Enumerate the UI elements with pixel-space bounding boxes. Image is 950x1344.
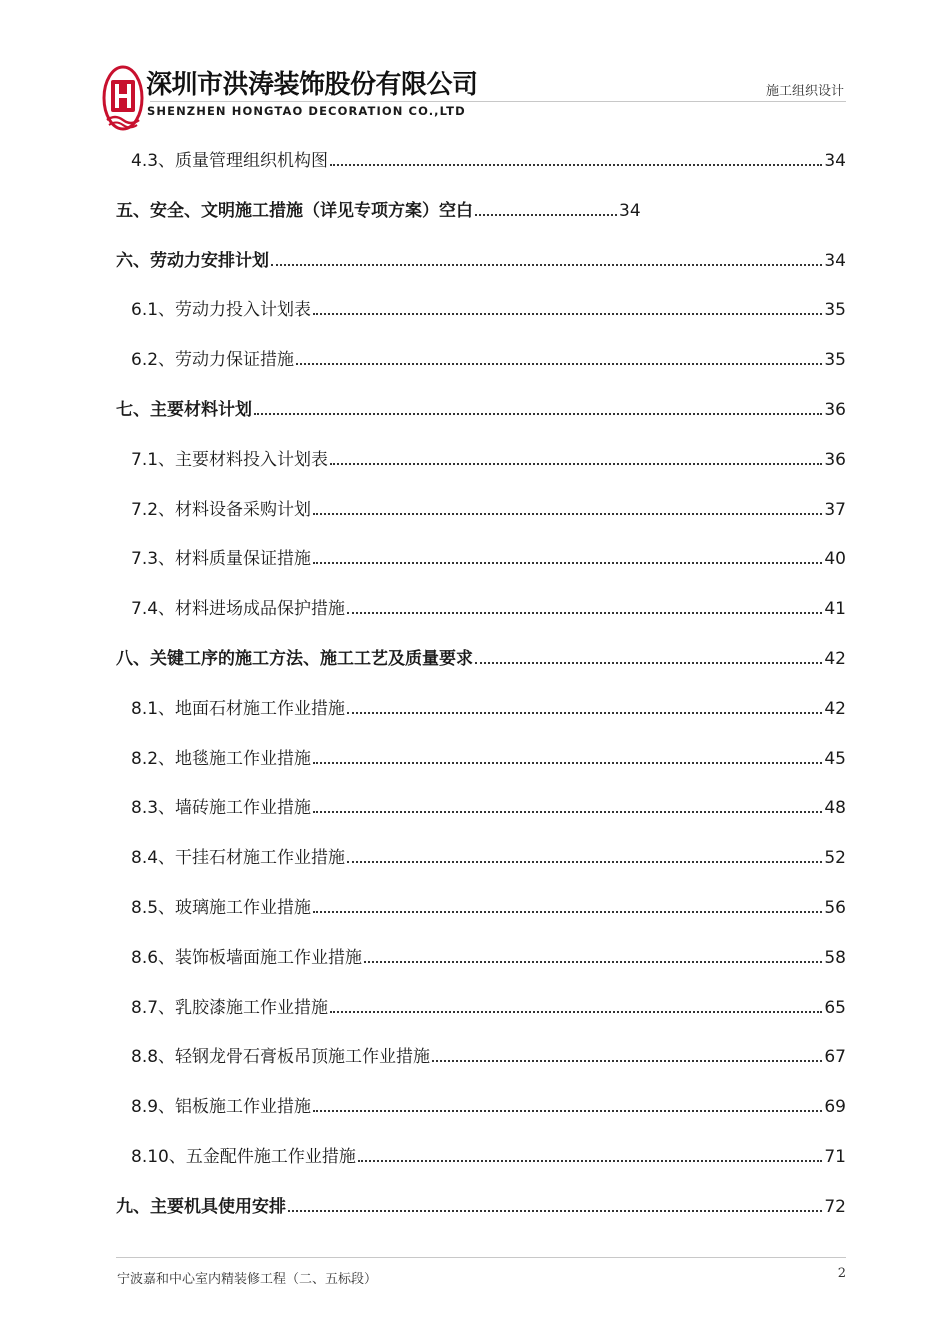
header-divider bbox=[150, 101, 846, 102]
toc-entry-page: 40 bbox=[824, 549, 846, 569]
toc-entry-title: 8.10、五金配件施工作业措施 bbox=[131, 1147, 356, 1167]
toc-dot-leader bbox=[330, 463, 822, 465]
toc-entry-page: 41 bbox=[824, 599, 846, 619]
toc-entry[interactable] bbox=[131, 746, 846, 770]
toc-entry[interactable] bbox=[116, 397, 846, 421]
toc-entry-page: 65 bbox=[824, 998, 846, 1018]
toc-entry-page: 71 bbox=[824, 1147, 846, 1167]
toc-dot-leader bbox=[313, 811, 822, 813]
company-name-cn: 深圳市洪涛装饰股份有限公司 bbox=[146, 70, 478, 100]
toc-entry[interactable] bbox=[131, 696, 846, 720]
toc-entry[interactable] bbox=[116, 198, 641, 222]
toc-entry[interactable] bbox=[131, 995, 846, 1019]
toc-entry-page: 69 bbox=[824, 1097, 846, 1117]
toc-dot-leader bbox=[432, 1060, 822, 1062]
toc-entry-title: 7.2、材料设备采购计划 bbox=[131, 500, 312, 520]
toc-entry[interactable] bbox=[116, 248, 846, 272]
hongtao-emblem-icon bbox=[102, 64, 144, 132]
toc-entry-title: 九、主要机具使用安排 bbox=[116, 1197, 286, 1217]
toc-entry[interactable] bbox=[116, 1194, 846, 1218]
company-logo bbox=[102, 64, 478, 132]
toc-entry-title: 六、劳动力安排计划 bbox=[116, 251, 269, 271]
toc-entry[interactable] bbox=[131, 1094, 846, 1118]
toc-entry-title: 8.9、铝板施工作业措施 bbox=[131, 1097, 312, 1117]
toc-entry-page: 34 bbox=[619, 201, 641, 221]
toc-entry-title: 6.2、劳动力保证措施 bbox=[131, 350, 295, 370]
toc-dot-leader bbox=[313, 762, 822, 764]
toc-entry[interactable] bbox=[131, 1144, 846, 1168]
toc-entry[interactable] bbox=[131, 945, 846, 969]
toc-entry-page: 36 bbox=[824, 450, 846, 470]
toc-dot-leader bbox=[358, 1160, 823, 1162]
toc-dot-leader bbox=[347, 861, 822, 863]
toc-dot-leader bbox=[313, 513, 822, 515]
toc-dot-leader bbox=[313, 1110, 822, 1112]
toc-entry-page: 35 bbox=[824, 350, 846, 370]
toc-entry[interactable] bbox=[131, 447, 846, 471]
toc-entry[interactable] bbox=[131, 795, 846, 819]
toc-entry-page: 34 bbox=[824, 151, 846, 171]
toc-entry-page: 67 bbox=[824, 1047, 846, 1067]
toc-entry-title: 八、关键工序的施工方法、施工工艺及质量要求 bbox=[116, 649, 473, 669]
document-type: 施工组织设计 bbox=[765, 84, 844, 99]
toc-entry-title: 4.3、质量管理组织机构图 bbox=[131, 151, 329, 171]
toc-entry-page: 35 bbox=[824, 300, 846, 320]
page-header bbox=[0, 0, 950, 140]
toc-entry-page: 56 bbox=[824, 898, 846, 918]
toc-entry-title: 五、安全、文明施工措施（详见专项方案）空白 bbox=[116, 201, 473, 221]
toc-entry-page: 48 bbox=[824, 798, 846, 818]
toc-dot-leader bbox=[271, 264, 822, 266]
toc-entry-page: 34 bbox=[824, 251, 846, 271]
toc-entry-title: 8.4、干挂石材施工作业措施 bbox=[131, 848, 346, 868]
toc-entry-title: 七、主要材料计划 bbox=[116, 400, 252, 420]
toc-dot-leader bbox=[313, 562, 822, 564]
toc-entry-title: 7.1、主要材料投入计划表 bbox=[131, 450, 329, 470]
toc-dot-leader bbox=[330, 1011, 822, 1013]
toc-entry-title: 7.4、材料进场成品保护措施 bbox=[131, 599, 346, 619]
company-name-en: SHENZHEN HONGTAO DECORATION CO.,LTD bbox=[147, 104, 466, 118]
toc-entry[interactable] bbox=[131, 596, 846, 620]
toc-dot-leader bbox=[296, 363, 822, 365]
toc-entry-title: 8.7、乳胶漆施工作业措施 bbox=[131, 998, 329, 1018]
toc-dot-leader bbox=[475, 662, 822, 664]
page-number: 2 bbox=[837, 1266, 846, 1281]
toc-entry[interactable] bbox=[131, 546, 846, 570]
toc-entry[interactable] bbox=[131, 895, 846, 919]
toc-entry-page: 42 bbox=[824, 699, 846, 719]
toc-dot-leader bbox=[313, 911, 822, 913]
footer-divider bbox=[116, 1257, 846, 1258]
toc-entry[interactable] bbox=[131, 148, 846, 172]
toc-dot-leader bbox=[347, 712, 822, 714]
toc-entry-title: 8.8、轻钢龙骨石膏板吊顶施工作业措施 bbox=[131, 1047, 431, 1067]
toc-dot-leader bbox=[288, 1210, 822, 1212]
toc-entry-title: 8.5、玻璃施工作业措施 bbox=[131, 898, 312, 918]
toc-entry-title: 8.2、地毯施工作业措施 bbox=[131, 749, 312, 769]
toc-entry[interactable] bbox=[131, 297, 846, 321]
toc-entry-title: 7.3、材料质量保证措施 bbox=[131, 549, 312, 569]
toc-entry-page: 37 bbox=[824, 500, 846, 520]
toc-dot-leader bbox=[475, 214, 617, 216]
toc-dot-leader bbox=[347, 612, 822, 614]
toc-entry-title: 6.1、劳动力投入计划表 bbox=[131, 300, 312, 320]
toc-entry-page: 36 bbox=[824, 400, 846, 420]
toc-dot-leader bbox=[254, 413, 822, 415]
toc-entry-title: 8.6、装饰板墙面施工作业措施 bbox=[131, 948, 363, 968]
toc-entry[interactable] bbox=[116, 646, 846, 670]
footer-project-name: 宁波嘉和中心室内精装修工程（二、五标段） bbox=[117, 1272, 378, 1287]
toc-entry[interactable] bbox=[131, 1044, 846, 1068]
toc-entry-page: 72 bbox=[824, 1197, 846, 1217]
toc-entry-page: 42 bbox=[824, 649, 846, 669]
toc-entry-page: 45 bbox=[824, 749, 846, 769]
toc-entry-page: 52 bbox=[824, 848, 846, 868]
toc-entry-page: 58 bbox=[824, 948, 846, 968]
toc-entry[interactable] bbox=[131, 845, 846, 869]
toc-entry[interactable] bbox=[131, 347, 846, 371]
toc-dot-leader bbox=[330, 164, 822, 166]
toc-dot-leader bbox=[313, 313, 822, 315]
toc-entry[interactable] bbox=[131, 497, 846, 521]
toc-dot-leader bbox=[364, 961, 822, 963]
toc-entry-title: 8.3、墙砖施工作业措施 bbox=[131, 798, 312, 818]
toc-entry-title: 8.1、地面石材施工作业措施 bbox=[131, 699, 346, 719]
